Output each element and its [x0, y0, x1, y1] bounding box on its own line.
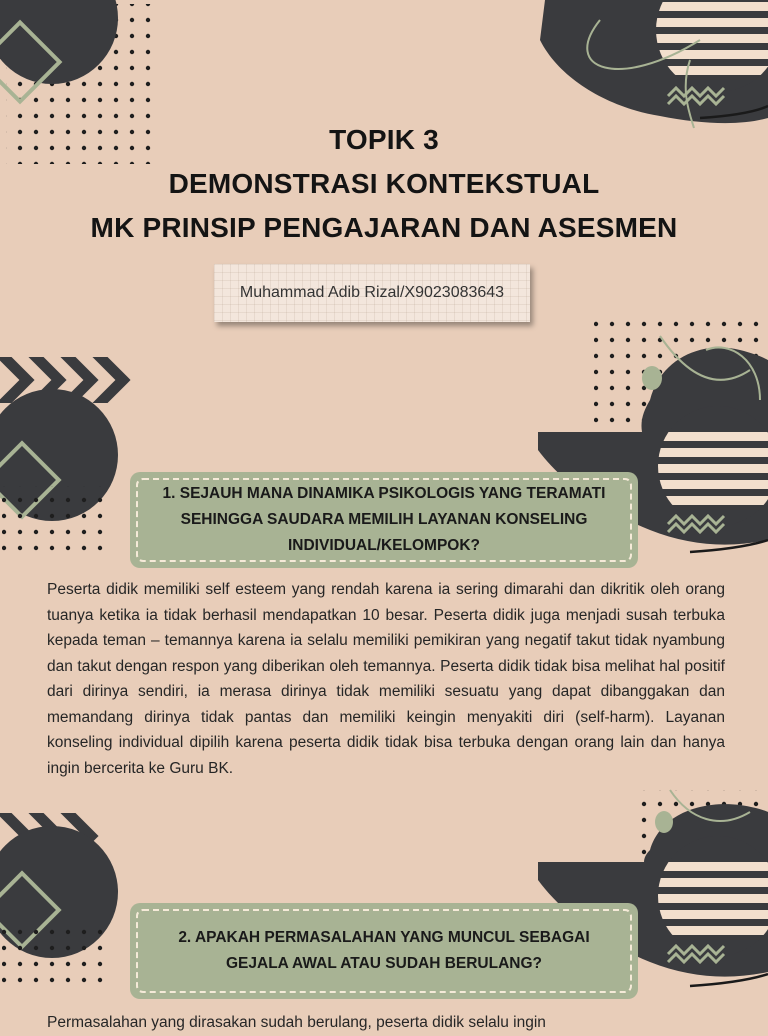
author-card [214, 264, 530, 322]
answer-2-text: Permasalahan yang dirasakan sudah berulang, peserta didik selalu ingin [47, 1014, 546, 1031]
leaf-right-upper [642, 366, 662, 390]
leaf-right-lower [655, 811, 673, 833]
answer-1-text: Peserta didik memiliki self esteem yang rendah karena ia sering dimarahi dan dikritik oleh orang tuanya ketika ia tidak berhasil mendapatkan 10 besar. Peserta didik juga menjadi susah terbuka kepada teman – temannya karena ia selalu memiliki pemikiran yang negatif takut tidak nyambung dan takut dengan respon yang diberikan oleh temannya. Peserta didik tidak bisa melihat hal positif dari dirinya sendiri, ia merasa dirinya tidak memiliki sesuatu yang dapat dibanggakan dan memandang dirinya tidak pantas dan memiliki keingin menyakiti diri (self-harm). Layanan konseling individual dipilih karena peserta didik tidak bisa terbuka dengan orang lain dan hanya ingin bercerita ke Guru BK. [47, 581, 725, 777]
question-2-box [130, 903, 638, 999]
title-course: MK PRINSIP PENGAJARAN DAN ASESMEN [90, 212, 678, 243]
author-name: Muhammad Adib Rizal/X9023083643 [239, 284, 505, 301]
question-1-text: 1. SEJAUH MANA DINAMIKA PSIKOLOGIS YANG TERAMATI SEHINGGA SAUDARA MEMILIH LAYANAN KONSELING INDIVIDUAL/KELOMPOK? [136, 478, 632, 562]
title-topic: TOPIK 3 [329, 124, 439, 155]
question-1-box [130, 472, 638, 568]
title-subject: DEMONSTRASI KONTEKSTUAL [168, 168, 600, 199]
dot-pattern-left-band1 [2, 486, 112, 552]
dot-pattern-left-band2 [2, 920, 112, 990]
question-2-text: 2. APAKAH PERMASALAHAN YANG MUNCUL SEBAGAI GEJALA AWAL ATAU SUDAH BERULANG? [136, 909, 632, 993]
